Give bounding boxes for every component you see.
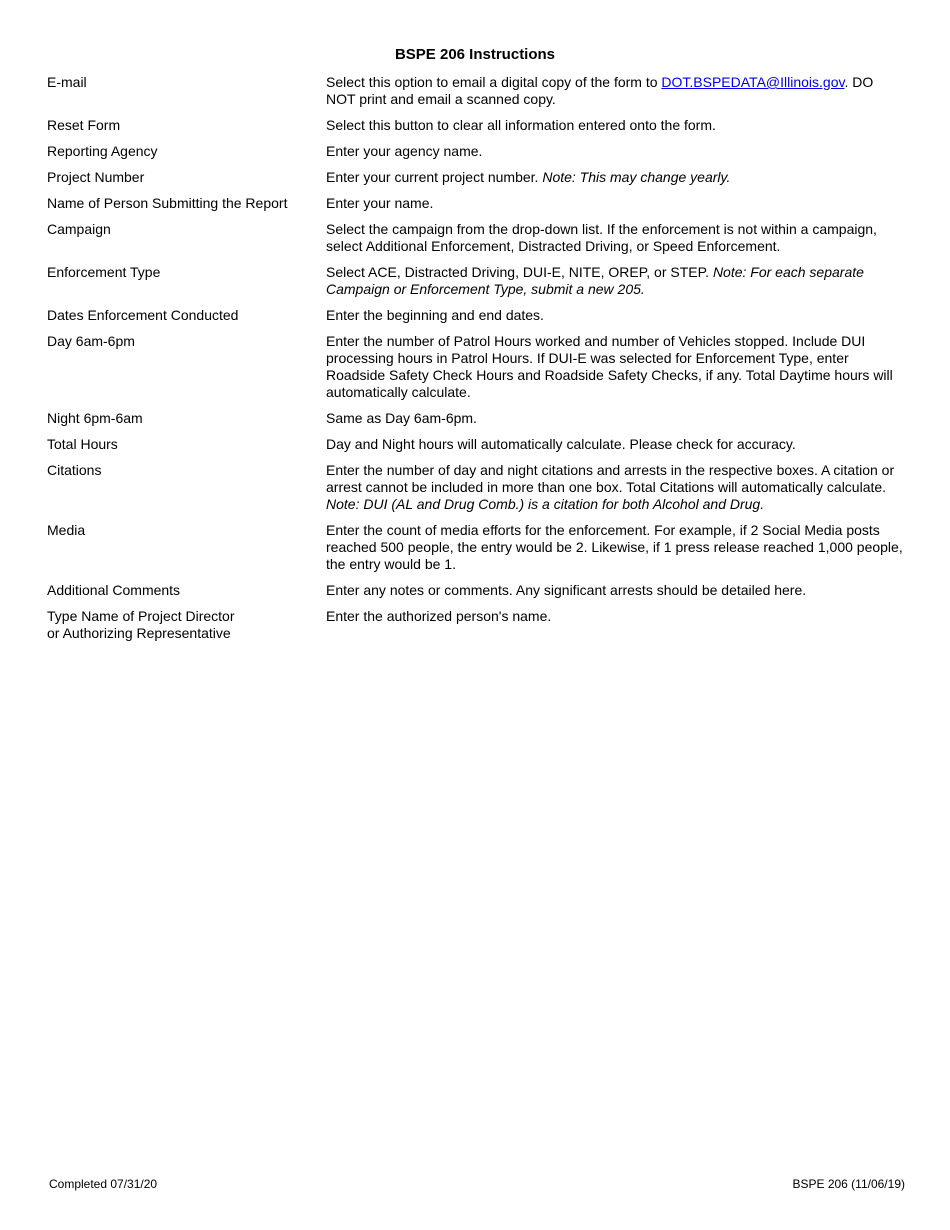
row-label: Day 6am-6pm	[47, 333, 135, 349]
row-description: Select the campaign from the drop-down list. If the enforcement is not within a campaign, select Additional Enforcement, Distracted Driving, or Speed Enforcement.	[326, 221, 877, 254]
row-description: Same as Day 6am-6pm.	[326, 410, 477, 426]
row-label: Reporting Agency	[47, 143, 158, 159]
row-label: Dates Enforcement Conducted	[47, 307, 239, 323]
instruction-row-media	[47, 522, 907, 573]
row-label: Campaign	[47, 221, 111, 237]
instruction-row-person-submitting	[47, 195, 907, 212]
row-description: Day and Night hours will automatically calculate. Please check for accuracy.	[326, 436, 796, 452]
instruction-row-email	[47, 74, 907, 108]
row-description	[326, 264, 904, 298]
row-label: Night 6pm-6am	[47, 410, 143, 426]
row-description: Select this button to clear all information entered onto the form.	[326, 117, 716, 133]
instructions-list	[47, 74, 907, 651]
row-description	[326, 462, 904, 513]
desc-text: Enter the number of day and night citations and arrests in the respective boxes. A citation or arrest cannot be included in more than one box. Total Citations will automatically calculate.	[326, 462, 895, 495]
instruction-row-reporting-agency	[47, 143, 907, 160]
row-description: Enter any notes or comments. Any significant arrests should be detailed here.	[326, 582, 807, 598]
row-label: Name of Person Submitting the Report	[47, 195, 288, 211]
instruction-row-total-hours	[47, 436, 907, 453]
desc-note: Note: For each separate Campaign or Enforcement Type, submit a new 205.	[326, 264, 864, 297]
instruction-row-reset-form	[47, 117, 907, 134]
row-description: Enter your agency name.	[326, 143, 483, 159]
row-label: Media	[47, 522, 86, 538]
instruction-row-day	[47, 333, 907, 401]
row-label: E-mail	[47, 74, 87, 90]
row-label: Additional Comments	[47, 582, 181, 598]
row-label: Type Name of Project Director or Authorizing Representative	[47, 608, 235, 641]
row-description	[326, 169, 904, 186]
row-description: Enter the number of Patrol Hours worked and number of Vehicles stopped. Include DUI processing hours in Patrol Hours. If DUI-E was selected for Enforcement Type, enter Roadside Safety Check Hours and Roadside Safety Checks, if any. Total Daytime hours will automatically calculate.	[326, 333, 893, 400]
row-label: Project Number	[47, 169, 145, 185]
instruction-row-additional-comments	[47, 582, 907, 599]
instruction-row-enforcement-type	[47, 264, 907, 298]
desc-note: Note: DUI (AL and Drug Comb.) is a citation for both Alcohol and Drug.	[326, 496, 765, 512]
desc-text: Enter your current project number.	[326, 169, 543, 185]
instruction-row-night	[47, 410, 907, 427]
page-title: BSPE 206 Instructions	[394, 46, 556, 63]
row-description: Enter the authorized person's name.	[326, 608, 552, 624]
row-label: Reset Form	[47, 117, 121, 133]
instruction-row-project-number	[47, 169, 907, 186]
instruction-row-campaign	[47, 221, 907, 255]
instruction-row-citations	[47, 462, 907, 513]
row-description: Enter the count of media efforts for the enforcement. For example, if 2 Social Media posts reached 500 people, the entry would be 2. Likewise, if 1 press release reached 1,000 people, the entry would be 1.	[326, 522, 903, 572]
footer-form-number: BSPE 206 (11/06/19)	[792, 1177, 905, 1191]
row-label: Total Hours	[47, 436, 118, 452]
row-description	[326, 74, 904, 108]
instruction-row-project-director	[47, 608, 907, 642]
desc-text: Select ACE, Distracted Driving, DUI-E, NITE, OREP, or STEP.	[326, 264, 713, 280]
footer-completed-date: Completed 07/31/20	[49, 1177, 158, 1191]
row-label: Enforcement Type	[47, 264, 161, 280]
instruction-row-dates	[47, 307, 907, 324]
row-label: Citations	[47, 462, 102, 478]
desc-text-after: . DO NOT print and email a scanned copy.	[326, 74, 874, 107]
row-description: Enter your name.	[326, 195, 434, 211]
row-description: Enter the beginning and end dates.	[326, 307, 544, 323]
desc-note: Note: This may change yearly.	[542, 169, 731, 185]
desc-text: Select this option to email a digital copy of the form to	[326, 74, 662, 90]
email-link[interactable]: DOT.BSPEDATA@Illinois.gov	[661, 74, 845, 90]
